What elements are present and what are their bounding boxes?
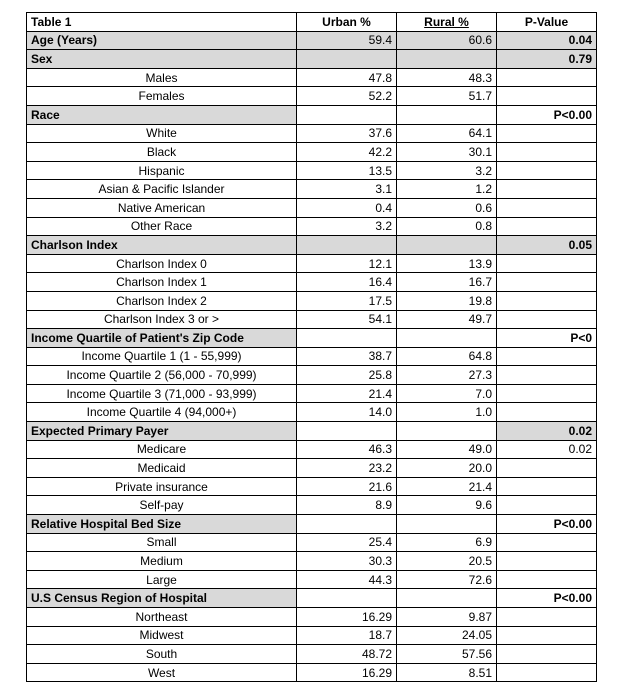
urban-value: 12.1 bbox=[297, 254, 397, 273]
urban-value bbox=[297, 422, 397, 441]
rural-value bbox=[397, 329, 497, 348]
urban-value: 25.4 bbox=[297, 533, 397, 552]
urban-value: 37.6 bbox=[297, 124, 397, 143]
section-label: Charlson Index bbox=[27, 236, 297, 255]
section-label: Race bbox=[27, 105, 297, 124]
row-label: Income Quartile 4 (94,000+) bbox=[27, 403, 297, 422]
rural-value: 20.5 bbox=[397, 552, 497, 571]
p-value bbox=[497, 366, 597, 385]
urban-value: 25.8 bbox=[297, 366, 397, 385]
urban-value: 44.3 bbox=[297, 570, 397, 589]
rural-value bbox=[397, 515, 497, 534]
rural-value: 48.3 bbox=[397, 68, 497, 87]
row-label: Income Quartile 3 (71,000 - 93,999) bbox=[27, 384, 297, 403]
row-label: West bbox=[27, 663, 297, 682]
row-label: Medicaid bbox=[27, 459, 297, 478]
p-value: 0.05 bbox=[497, 236, 597, 255]
table-row bbox=[27, 143, 597, 162]
table-row bbox=[27, 608, 597, 627]
rural-value bbox=[397, 105, 497, 124]
row-label: Large bbox=[27, 570, 297, 589]
rural-value: 21.4 bbox=[397, 477, 497, 496]
table-row bbox=[27, 124, 597, 143]
rural-value: 19.8 bbox=[397, 291, 497, 310]
rural-value: 9.6 bbox=[397, 496, 497, 515]
p-value bbox=[497, 273, 597, 292]
p-value bbox=[497, 608, 597, 627]
urban-value: 3.2 bbox=[297, 217, 397, 236]
row-label: White bbox=[27, 124, 297, 143]
urban-value: 48.72 bbox=[297, 645, 397, 664]
rural-value: 7.0 bbox=[397, 384, 497, 403]
table-row bbox=[27, 440, 597, 459]
urban-value: 21.6 bbox=[297, 477, 397, 496]
row-label: Self-pay bbox=[27, 496, 297, 515]
p-value bbox=[497, 570, 597, 589]
table-row bbox=[27, 533, 597, 552]
rural-value: 16.7 bbox=[397, 273, 497, 292]
section-label: Relative Hospital Bed Size bbox=[27, 515, 297, 534]
p-value: 0.79 bbox=[497, 50, 597, 69]
urban-value bbox=[297, 329, 397, 348]
table-row bbox=[27, 496, 597, 515]
p-value bbox=[497, 68, 597, 87]
rural-value: 20.0 bbox=[397, 459, 497, 478]
rural-value: 49.7 bbox=[397, 310, 497, 329]
row-label: Males bbox=[27, 68, 297, 87]
table-row bbox=[27, 459, 597, 478]
row-label: Small bbox=[27, 533, 297, 552]
row-label: Income Quartile 1 (1 - 55,999) bbox=[27, 347, 297, 366]
table-row bbox=[27, 180, 597, 199]
rural-value: 49.0 bbox=[397, 440, 497, 459]
table-row bbox=[27, 403, 597, 422]
table-row bbox=[27, 273, 597, 292]
section-row bbox=[27, 589, 597, 608]
urban-value: 47.8 bbox=[297, 68, 397, 87]
urban-value: 30.3 bbox=[297, 552, 397, 571]
table-row bbox=[27, 663, 597, 682]
row-label: Medium bbox=[27, 552, 297, 571]
rural-value: 8.51 bbox=[397, 663, 497, 682]
urban-value: 54.1 bbox=[297, 310, 397, 329]
table-row bbox=[27, 477, 597, 496]
section-row bbox=[27, 515, 597, 534]
urban-value: 38.7 bbox=[297, 347, 397, 366]
table-row bbox=[27, 310, 597, 329]
rural-value: 64.1 bbox=[397, 124, 497, 143]
row-label: Hispanic bbox=[27, 161, 297, 180]
p-value: P<0.00 bbox=[497, 515, 597, 534]
table-body bbox=[27, 13, 597, 682]
p-value bbox=[497, 533, 597, 552]
demographics-table bbox=[26, 12, 597, 682]
rural-value: 1.0 bbox=[397, 403, 497, 422]
p-value bbox=[497, 347, 597, 366]
rural-value bbox=[397, 236, 497, 255]
urban-value: 21.4 bbox=[297, 384, 397, 403]
urban-value bbox=[297, 589, 397, 608]
row-label: Midwest bbox=[27, 626, 297, 645]
table-row bbox=[27, 626, 597, 645]
row-label: Other Race bbox=[27, 217, 297, 236]
row-label: Medicare bbox=[27, 440, 297, 459]
p-value bbox=[497, 459, 597, 478]
p-value: 0.02 bbox=[497, 422, 597, 441]
section-row bbox=[27, 31, 597, 50]
p-value bbox=[497, 552, 597, 571]
table-title: Table 1 bbox=[27, 13, 297, 32]
urban-value: 23.2 bbox=[297, 459, 397, 478]
p-value bbox=[497, 198, 597, 217]
p-value bbox=[497, 143, 597, 162]
p-value: P<0 bbox=[497, 329, 597, 348]
table-row bbox=[27, 254, 597, 273]
row-label: Native American bbox=[27, 198, 297, 217]
urban-value: 3.1 bbox=[297, 180, 397, 199]
p-value bbox=[497, 291, 597, 310]
p-value bbox=[497, 161, 597, 180]
table-row bbox=[27, 198, 597, 217]
rural-value: 27.3 bbox=[397, 366, 497, 385]
section-label: U.S Census Region of Hospital bbox=[27, 589, 297, 608]
p-value: 0.04 bbox=[497, 31, 597, 50]
row-label: Charlson Index 1 bbox=[27, 273, 297, 292]
rural-value: 57.56 bbox=[397, 645, 497, 664]
header-row bbox=[27, 13, 597, 32]
section-row bbox=[27, 236, 597, 255]
pvalue-header: P-Value bbox=[497, 13, 597, 32]
section-row bbox=[27, 329, 597, 348]
row-label: Northeast bbox=[27, 608, 297, 627]
urban-value: 16.29 bbox=[297, 608, 397, 627]
rural-value: 13.9 bbox=[397, 254, 497, 273]
rural-value: 9.87 bbox=[397, 608, 497, 627]
section-label: Expected Primary Payer bbox=[27, 422, 297, 441]
section-label: Age (Years) bbox=[27, 31, 297, 50]
p-value bbox=[497, 180, 597, 199]
urban-header: Urban % bbox=[297, 13, 397, 32]
rural-value: 64.8 bbox=[397, 347, 497, 366]
table-row bbox=[27, 217, 597, 236]
urban-value bbox=[297, 515, 397, 534]
row-label: Charlson Index 3 or > bbox=[27, 310, 297, 329]
rural-value: 3.2 bbox=[397, 161, 497, 180]
rural-header: Rural % bbox=[424, 14, 469, 29]
p-value bbox=[497, 663, 597, 682]
p-value bbox=[497, 217, 597, 236]
rural-value: 72.6 bbox=[397, 570, 497, 589]
rural-value: 1.2 bbox=[397, 180, 497, 199]
urban-value: 59.4 bbox=[297, 31, 397, 50]
p-value bbox=[497, 626, 597, 645]
row-label: Charlson Index 2 bbox=[27, 291, 297, 310]
p-value: 0.02 bbox=[497, 440, 597, 459]
p-value bbox=[497, 310, 597, 329]
row-label: Black bbox=[27, 143, 297, 162]
table-row bbox=[27, 552, 597, 571]
urban-value: 13.5 bbox=[297, 161, 397, 180]
urban-value: 0.4 bbox=[297, 198, 397, 217]
urban-value: 16.29 bbox=[297, 663, 397, 682]
p-value bbox=[497, 645, 597, 664]
urban-value: 16.4 bbox=[297, 273, 397, 292]
row-label: Private insurance bbox=[27, 477, 297, 496]
rural-value: 6.9 bbox=[397, 533, 497, 552]
urban-value: 17.5 bbox=[297, 291, 397, 310]
rural-value bbox=[397, 589, 497, 608]
table-row bbox=[27, 570, 597, 589]
table-row bbox=[27, 87, 597, 106]
urban-value bbox=[297, 105, 397, 124]
rural-value: 24.05 bbox=[397, 626, 497, 645]
section-label: Income Quartile of Patient's Zip Code bbox=[27, 329, 297, 348]
p-value bbox=[497, 254, 597, 273]
table-row bbox=[27, 645, 597, 664]
rural-value: 30.1 bbox=[397, 143, 497, 162]
p-value: P<0.00 bbox=[497, 589, 597, 608]
urban-value bbox=[297, 50, 397, 69]
urban-value: 42.2 bbox=[297, 143, 397, 162]
p-value bbox=[497, 384, 597, 403]
p-value bbox=[497, 124, 597, 143]
rural-value: 60.6 bbox=[397, 31, 497, 50]
rural-value: 51.7 bbox=[397, 87, 497, 106]
table-row bbox=[27, 384, 597, 403]
rural-value bbox=[397, 50, 497, 69]
rural-value: 0.6 bbox=[397, 198, 497, 217]
p-value: P<0.00 bbox=[497, 105, 597, 124]
p-value bbox=[497, 477, 597, 496]
urban-value: 52.2 bbox=[297, 87, 397, 106]
rural-value bbox=[397, 422, 497, 441]
rural-header-cell bbox=[397, 13, 497, 32]
section-row bbox=[27, 105, 597, 124]
row-label: Asian & Pacific Islander bbox=[27, 180, 297, 199]
row-label: Income Quartile 2 (56,000 - 70,999) bbox=[27, 366, 297, 385]
table-row bbox=[27, 366, 597, 385]
p-value bbox=[497, 403, 597, 422]
section-label: Sex bbox=[27, 50, 297, 69]
urban-value: 14.0 bbox=[297, 403, 397, 422]
table-row bbox=[27, 291, 597, 310]
urban-value: 8.9 bbox=[297, 496, 397, 515]
section-row bbox=[27, 50, 597, 69]
p-value bbox=[497, 496, 597, 515]
row-label: Charlson Index 0 bbox=[27, 254, 297, 273]
rural-value: 0.8 bbox=[397, 217, 497, 236]
table-row bbox=[27, 68, 597, 87]
table-row bbox=[27, 347, 597, 366]
urban-value bbox=[297, 236, 397, 255]
row-label: South bbox=[27, 645, 297, 664]
section-row bbox=[27, 422, 597, 441]
urban-value: 46.3 bbox=[297, 440, 397, 459]
p-value bbox=[497, 87, 597, 106]
urban-value: 18.7 bbox=[297, 626, 397, 645]
table-row bbox=[27, 161, 597, 180]
row-label: Females bbox=[27, 87, 297, 106]
